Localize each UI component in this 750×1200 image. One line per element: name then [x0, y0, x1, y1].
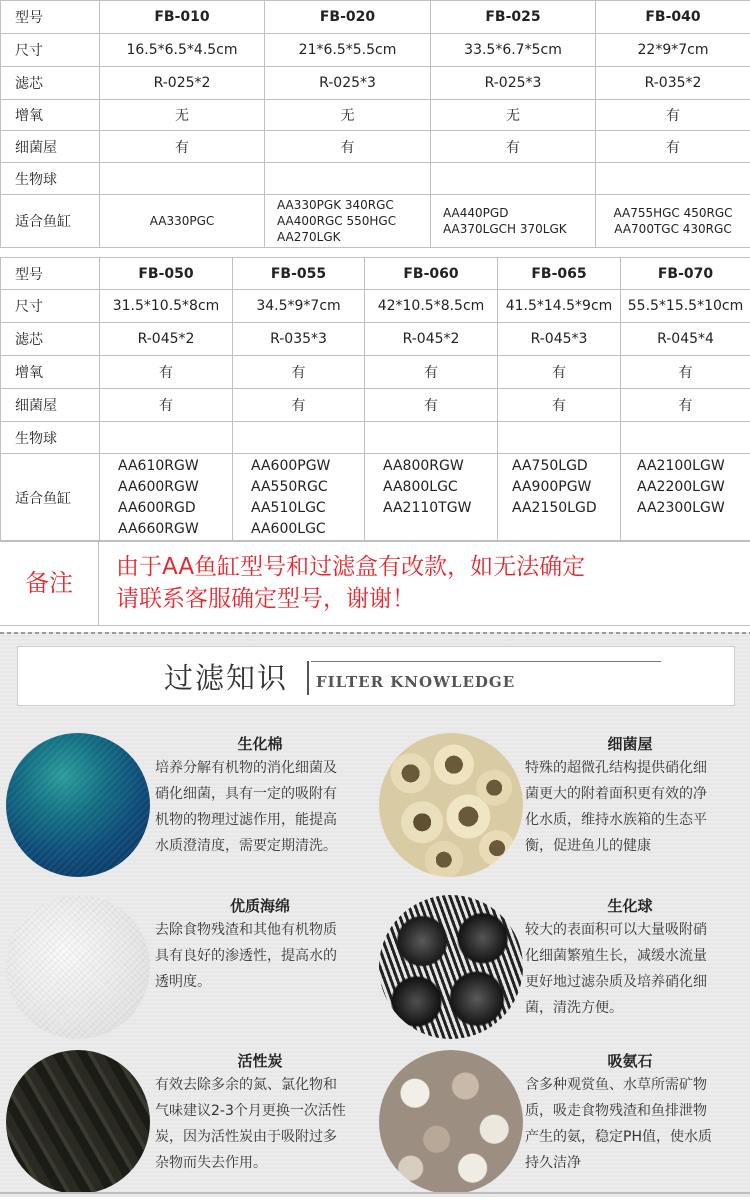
filter-cell: R-045*4	[621, 323, 750, 356]
knowledge-title-box	[17, 646, 735, 706]
oxygen-cell: 无	[431, 100, 596, 131]
tank-model: AA600RGD	[118, 498, 232, 519]
size-cell: 41.5*14.5*9cm	[498, 290, 621, 323]
label-model: 型号	[1, 258, 100, 290]
title-rule	[311, 661, 661, 662]
size-cell: 21*6.5*5.5cm	[265, 34, 431, 67]
oxygen-cell: 无	[265, 100, 431, 131]
filter-cell: R-045*2	[365, 323, 498, 356]
desc-line: 透明度。	[155, 969, 373, 995]
tank-cell	[100, 454, 233, 542]
bio-ball-image	[379, 895, 523, 1039]
desc-line: 炭，因为活性炭由于吸附过多	[155, 1124, 373, 1150]
size-cell: 55.5*15.5*10cm	[621, 290, 750, 323]
knowledge-item	[375, 733, 750, 883]
filter-cell: R-045*2	[100, 323, 233, 356]
label-tank: 适合鱼缸	[1, 454, 100, 542]
tank-cell	[365, 454, 498, 542]
tank-model: AA2150LGD	[512, 498, 620, 519]
model-cell: FB-065	[498, 258, 621, 290]
model-cell: FB-020	[265, 1, 431, 34]
bacteria-cell: 有	[100, 389, 233, 422]
desc-line: 质，吸走食物残渣和鱼排泄物	[525, 1098, 741, 1124]
bioball-cell	[100, 163, 265, 195]
sponge-image	[6, 895, 150, 1039]
item-description	[525, 917, 741, 1021]
tank-model: AA2200LGW	[637, 477, 750, 498]
oxygen-cell: 有	[596, 100, 750, 131]
item-description	[155, 1072, 373, 1176]
filter-cotton-image	[6, 733, 150, 877]
tank-cell	[596, 195, 750, 248]
item-title: 活性炭	[155, 1050, 365, 1071]
filter-cell: R-035*3	[233, 323, 365, 356]
bacteria-cell: 有	[596, 131, 750, 163]
bacteria-cell: 有	[100, 131, 265, 163]
bioball-cell	[621, 422, 750, 454]
tank-model: AA510LGC	[251, 498, 364, 519]
bacteria-cell: 有	[365, 389, 498, 422]
knowledge-item	[375, 1050, 750, 1200]
bacteria-cell: 有	[233, 389, 365, 422]
row-bioball	[1, 163, 750, 195]
filter-cell: R-035*2	[596, 67, 750, 100]
item-title: 吸氨石	[525, 1050, 735, 1071]
desc-line: 菌更大的附着面积更有效的净	[525, 781, 741, 807]
tank-model: AA330PGK 340RGC	[277, 197, 430, 213]
tank-model: AA270LGK	[277, 229, 430, 245]
tank-model: AA330PGC	[100, 213, 264, 229]
item-title: 生化棉	[155, 733, 365, 754]
row-oxygen	[1, 356, 750, 389]
model-cell: FB-040	[596, 1, 750, 34]
tank-cell	[621, 454, 750, 542]
size-cell: 16.5*6.5*4.5cm	[100, 34, 265, 67]
oxygen-cell: 无	[100, 100, 265, 131]
label-oxygen: 增氧	[1, 356, 100, 389]
row-bioball	[1, 422, 750, 454]
row-filter	[1, 323, 750, 356]
tank-cell	[233, 454, 365, 542]
note-line: 请联系客服确定型号，谢谢！	[116, 583, 746, 615]
bioball-cell	[265, 163, 431, 195]
size-cell: 34.5*9*7cm	[233, 290, 365, 323]
label-filter: 滤芯	[1, 323, 100, 356]
tank-model: AA440PGD	[443, 205, 595, 221]
filter-cell: R-045*3	[498, 323, 621, 356]
label-oxygen: 增氧	[1, 100, 100, 131]
spec-table-1	[0, 0, 750, 248]
row-model	[1, 258, 750, 290]
desc-line: 气味建议2-3个月更换一次活性	[155, 1098, 373, 1124]
tank-model: AA755HGC 450RGC	[596, 205, 750, 221]
filter-cell: R-025*3	[431, 67, 596, 100]
item-title: 细菌屋	[525, 733, 735, 754]
knowledge-subtitle: FILTER KNOWLEDGE	[316, 673, 515, 691]
model-cell: FB-060	[365, 258, 498, 290]
model-cell: FB-025	[431, 1, 596, 34]
desc-line: 培养分解有机物的消化细菌及	[155, 755, 373, 781]
desc-line: 机物的物理过滤作用，能提高	[155, 807, 373, 833]
label-tank: 适合鱼缸	[1, 195, 100, 248]
tank-model: AA400RGC 550HGC	[277, 213, 430, 229]
oxygen-cell: 有	[365, 356, 498, 389]
desc-line: 水质澄清度，需要定期清洗。	[155, 833, 373, 859]
knowledge-item	[375, 895, 750, 1045]
desc-line: 持久洁净	[525, 1150, 741, 1176]
size-cell: 42*10.5*8.5cm	[365, 290, 498, 323]
row-tank	[1, 195, 750, 248]
row-size	[1, 290, 750, 323]
desc-line: 具有良好的渗透性，提高水的	[155, 943, 373, 969]
label-bioball: 生物球	[1, 422, 100, 454]
tank-model: AA600LGC	[251, 519, 364, 540]
label-bioball: 生物球	[1, 163, 100, 195]
size-cell: 22*9*7cm	[596, 34, 750, 67]
model-cell: FB-055	[233, 258, 365, 290]
row-filter	[1, 67, 750, 100]
tank-model: AA2300LGW	[637, 498, 750, 519]
desc-line: 菌，清洗方便。	[525, 995, 741, 1021]
bioball-cell	[365, 422, 498, 454]
desc-line: 化细菌繁殖生长，减缓水流量	[525, 943, 741, 969]
row-size	[1, 34, 750, 67]
desc-line: 硝化细菌，具有一定的吸附有	[155, 781, 373, 807]
tank-model: AA610RGW	[118, 456, 232, 477]
item-description	[155, 755, 373, 859]
tank-model: AA600RGW	[118, 477, 232, 498]
size-cell: 33.5*6.7*5cm	[431, 34, 596, 67]
desc-line: 更好地过滤杂质及培养硝化细	[525, 969, 741, 995]
note-text	[116, 551, 746, 615]
bioball-cell	[431, 163, 596, 195]
knowledge-item	[0, 1050, 375, 1200]
label-bacteria: 细菌屋	[1, 389, 100, 422]
item-description	[525, 1072, 741, 1176]
model-cell: FB-050	[100, 258, 233, 290]
bacteria-cell: 有	[498, 389, 621, 422]
label-size: 尺寸	[1, 34, 100, 67]
desc-line: 含多种观赏鱼、水草所需矿物	[525, 1072, 741, 1098]
size-cell: 31.5*10.5*8cm	[100, 290, 233, 323]
tank-model: AA660RGW	[118, 519, 232, 540]
desc-line: 较大的表面积可以大量吸附硝	[525, 917, 741, 943]
label-bacteria: 细菌屋	[1, 131, 100, 163]
item-description	[155, 917, 373, 995]
row-oxygen	[1, 100, 750, 131]
tank-model: AA800RGW	[383, 456, 497, 477]
bioball-cell	[233, 422, 365, 454]
oxygen-cell: 有	[621, 356, 750, 389]
title-divider	[307, 661, 309, 695]
label-size: 尺寸	[1, 290, 100, 323]
knowledge-item	[0, 733, 375, 883]
oxygen-cell: 有	[100, 356, 233, 389]
bioball-cell	[100, 422, 233, 454]
note-row	[0, 540, 750, 626]
tank-model: AA2110TGW	[383, 498, 497, 519]
filter-cell: R-025*3	[265, 67, 431, 100]
bacteria-house-image	[379, 733, 523, 877]
bacteria-cell: 有	[431, 131, 596, 163]
oxygen-cell: 有	[498, 356, 621, 389]
row-model	[1, 1, 750, 34]
note-line: 由于AA鱼缸型号和过滤盒有改款，如无法确定	[116, 551, 746, 583]
desc-line: 衡，促进鱼儿的健康	[525, 833, 741, 859]
tank-cell	[265, 195, 431, 248]
row-bacteria	[1, 389, 750, 422]
desc-line: 化水质，维持水族箱的生态平	[525, 807, 741, 833]
tank-model: AA800LGC	[383, 477, 497, 498]
row-tank	[1, 454, 750, 542]
tank-cell	[498, 454, 621, 542]
tank-model: AA700TGC 430RGC	[596, 221, 750, 237]
desc-line: 有效去除多余的氮、氯化物和	[155, 1072, 373, 1098]
knowledge-title: 过滤知识	[164, 656, 288, 697]
bioball-cell	[596, 163, 750, 195]
tank-model: AA900PGW	[512, 477, 620, 498]
ammonia-stone-image	[379, 1050, 523, 1194]
activated-carbon-image	[6, 1050, 150, 1194]
oxygen-cell: 有	[233, 356, 365, 389]
item-title: 优质海绵	[155, 895, 365, 916]
desc-line: 特殊的超微孔结构提供硝化细	[525, 755, 741, 781]
desc-line: 去除食物残渣和其他有机物质	[155, 917, 373, 943]
model-cell: FB-070	[621, 258, 750, 290]
bottom-divider	[0, 1192, 750, 1194]
knowledge-item	[0, 895, 375, 1045]
label-filter: 滤芯	[1, 67, 100, 100]
spec-table-2	[0, 257, 750, 542]
item-title: 生化球	[525, 895, 735, 916]
tank-model: AA370LGCH 370LGK	[443, 221, 595, 237]
model-cell: FB-010	[100, 1, 265, 34]
bacteria-cell: 有	[265, 131, 431, 163]
note-label: 备注	[0, 541, 99, 625]
row-bacteria	[1, 131, 750, 163]
tank-model: AA750LGD	[512, 456, 620, 477]
tank-cell	[431, 195, 596, 248]
filter-cell: R-025*2	[100, 67, 265, 100]
tank-cell	[100, 195, 265, 248]
dashed-divider	[0, 632, 750, 634]
label-model: 型号	[1, 1, 100, 34]
tank-model: AA2100LGW	[637, 456, 750, 477]
desc-line: 产生的氨，稳定PH值，使水质	[525, 1124, 741, 1150]
bacteria-cell: 有	[621, 389, 750, 422]
desc-line: 杂物而失去作用。	[155, 1150, 373, 1176]
bioball-cell	[498, 422, 621, 454]
item-description	[525, 755, 741, 859]
tank-model: AA550RGC	[251, 477, 364, 498]
tank-model: AA600PGW	[251, 456, 364, 477]
